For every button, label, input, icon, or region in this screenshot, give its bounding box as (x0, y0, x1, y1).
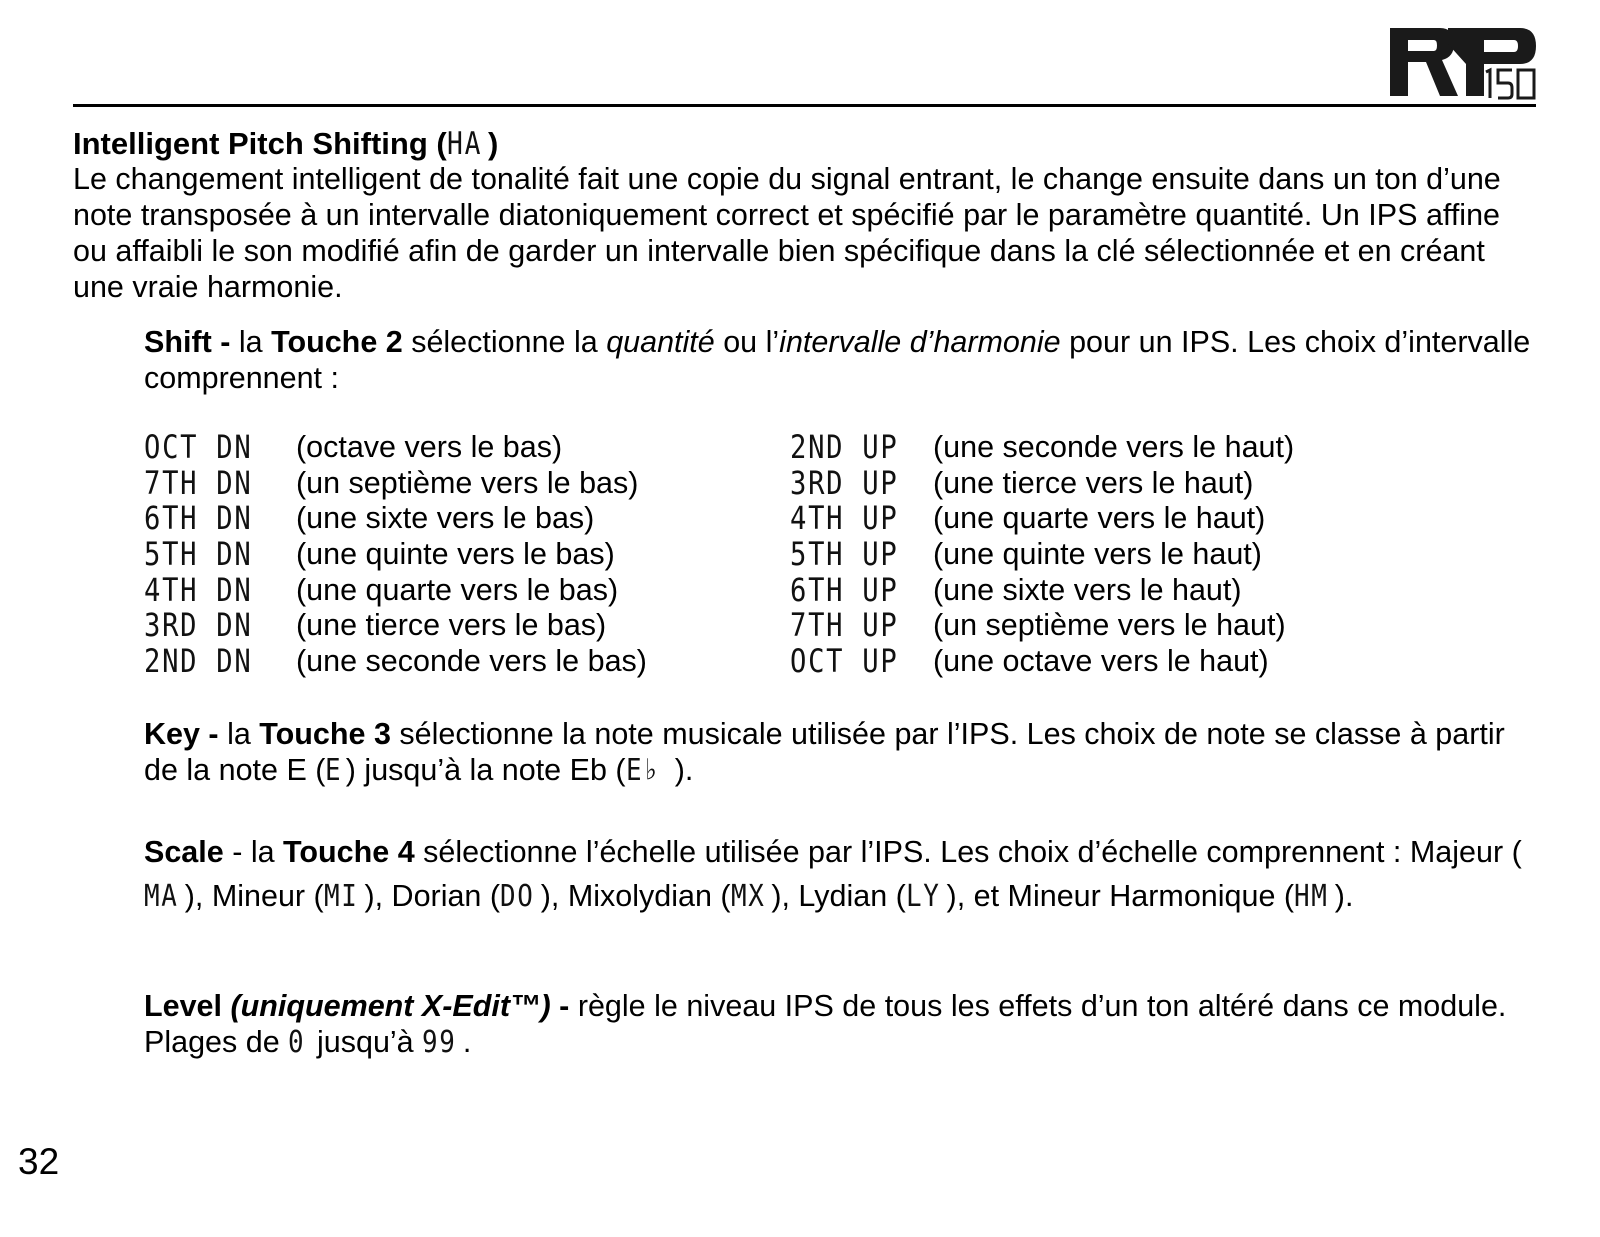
interval-desc: (une quinte vers le bas) (296, 537, 615, 572)
interval-code: 3RD DN (144, 606, 253, 645)
page-number: 32 (18, 1141, 60, 1182)
interval-desc: (une quinte vers le haut) (933, 537, 1262, 572)
interval-code: 5TH UP (790, 535, 899, 574)
interval-code: 3RD UP (790, 463, 899, 502)
scale-paragraph: Scale - la Touche 4 sélectionne l’échelle utilisée par l’IPS. Les choix d’échelle comprennent : Majeur (MA ), Mineur (MI ), Dorian (DO ), Mixolydian (MX ), Lydian (LY ), et Mineur Harmonique (HM ). (144, 830, 1539, 919)
key-label: Key - (144, 717, 219, 751)
interval-code: 4TH DN (144, 570, 253, 609)
scale-label: Scale (144, 835, 224, 869)
shift-paragraph: Shift - la Touche 2 sélectionne la quantité ou l’intervalle d’harmonie pour un IPS. Les choix d’intervalle comprennent : (144, 325, 1531, 395)
level-min-code: 0 (288, 1025, 306, 1060)
key-code-eb: E♭ (625, 753, 661, 788)
rp150-logo (1388, 24, 1538, 102)
interval-desc: (un septième vers le bas) (296, 465, 639, 500)
key-paragraph: Key - la Touche 3 sélectionne la note musicale utilisée par l’IPS. Les choix de note se classe à partir de la note E (E ) jusqu’à la note Eb (E♭ ). (144, 717, 1505, 788)
shift-label: Shift - (144, 325, 231, 359)
interval-code: 7TH UP (790, 606, 899, 645)
interval-code: OCT DN (144, 428, 253, 466)
interval-desc: (une quarte vers le haut) (933, 501, 1266, 536)
interval-desc: (une tierce vers le bas) (296, 608, 607, 643)
shift-button-name: Touche 2 (271, 325, 403, 359)
scale-code-dorian: DO (500, 879, 535, 914)
interval-code: 4TH UP (790, 499, 899, 538)
interval-code: 6TH DN (144, 499, 253, 538)
section-intro: Le changement intelligent de tonalité fait une copie du signal entrant, le change ensuite dans un ton d’une note transposée à un intervalle diatoniquement correct et spécifié par le paramètre quantité. Un IPS affine ou affaibli le son modifié afin de garder un intervalle bien spécifique dans la clé sélectionnée et en créant une vraie harmonie. (73, 162, 1501, 304)
interval-desc: (une tierce vers le haut) (933, 465, 1254, 500)
key-code-e: E (325, 753, 343, 788)
scale-code-harmonic-minor: HM (1294, 879, 1329, 914)
key-button-name: Touche 3 (259, 717, 391, 751)
level-note: (uniquement X-Edit™) (222, 989, 551, 1023)
interval-desc: (une sixte vers le haut) (933, 572, 1242, 607)
interval-desc: (une octave vers le haut) (933, 644, 1269, 679)
interval-desc: (octave vers le bas) (296, 430, 563, 464)
interval-desc: (une sixte vers le bas) (296, 501, 595, 536)
interval-code: OCT UP (790, 642, 899, 681)
interval-code: 2ND UP (790, 428, 899, 466)
interval-desc: (une seconde vers le bas) (296, 644, 647, 679)
level-paragraph: Level (uniquement X-Edit™) - règle le niveau IPS de tous les effets d’un ton altéré dans ce module. Plages de 0 jusqu’à 99 . (144, 989, 1507, 1060)
interval-code: 7TH DN (144, 463, 253, 502)
interval-desc: (un septième vers le haut) (933, 608, 1286, 643)
scale-code-lydian: LY (905, 879, 941, 914)
interval-code: 5TH DN (144, 535, 253, 574)
interval-code: 6TH UP (790, 570, 899, 609)
level-max-code: 99 (422, 1025, 457, 1060)
interval-desc: (une quarte vers le bas) (296, 572, 619, 607)
section-title-paren: ( (436, 126, 447, 161)
interval-code: 2ND DN (144, 642, 253, 681)
scale-code-major: MA (144, 879, 179, 914)
header-rule (73, 104, 1536, 107)
scale-code-mixolydian: MX (730, 879, 766, 914)
section-title: Intelligent Pitch Shifting (HA ) (73, 126, 499, 162)
section-title-code: HA (446, 126, 482, 162)
section-title-text: Intelligent Pitch Shifting (73, 126, 428, 161)
scale-code-minor: MI (323, 879, 359, 914)
interval-desc: (une seconde vers le haut) (933, 430, 1295, 464)
level-label: Level (144, 989, 222, 1023)
scale-button-name: Touche 4 (283, 835, 415, 869)
